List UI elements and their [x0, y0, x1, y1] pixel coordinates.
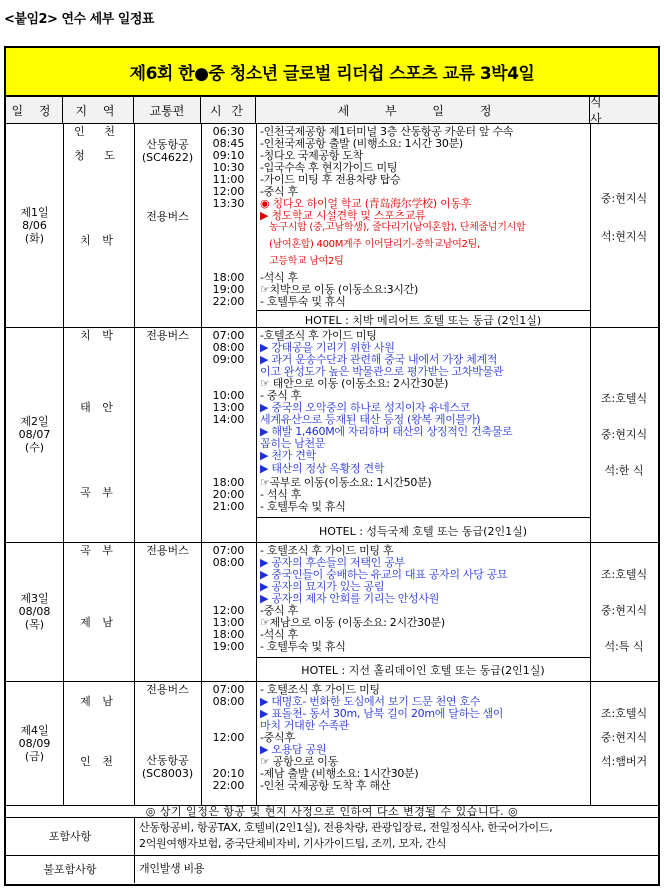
- day4-time: 22:00: [212, 779, 245, 792]
- day2-detail: 꼽히는 남천문: [260, 437, 326, 450]
- day2-detail: - 호텔투숙 및 휴식: [260, 500, 346, 513]
- day1-detail: -입국수속 후 현지가이드 미팅: [260, 161, 398, 174]
- day2-meal: 중:현지식: [600, 428, 648, 441]
- day1-time: 13:30: [212, 197, 245, 210]
- header-region: 지 역: [63, 97, 134, 123]
- day2-time: 20:00: [212, 488, 245, 501]
- day2-time: 13:00: [212, 401, 245, 414]
- excluded-label: 불포함사항: [43, 863, 97, 876]
- day2-region: 태 안: [80, 401, 117, 414]
- day2-region: 곡 부: [80, 486, 117, 499]
- included-text: 산동항공비, 항공TAX, 호텔비(2인1실), 전용차량, 관광입장료, 전일정식사, 한국어가이드,: [139, 821, 553, 834]
- day4-detail: -중식후: [260, 731, 295, 744]
- day2-detail: ▶ 태산의 정상 옥황정 견학: [260, 462, 385, 475]
- day1-time: 22:00: [212, 295, 245, 308]
- day2-detail: - 석식 후: [260, 488, 302, 501]
- day1-region: 청 도: [74, 149, 123, 162]
- schedule-note: ◎ 상기 일정은 항공 및 현지 사정으로 인하여 다소 변경될 수 있습니다. ◎: [145, 805, 519, 818]
- day4-time: 20:10: [212, 767, 245, 780]
- day4-time: 08:00: [212, 695, 245, 708]
- day1-time: 11:00: [212, 173, 245, 186]
- day3-meal: 석:특 식: [604, 640, 644, 653]
- day4-region: 인 천: [80, 755, 117, 768]
- header-detail: 세 부 일 정: [256, 97, 590, 123]
- day1-hotel: HOTEL : 치박 메리어트 호텔 또는 동급 (2인1실): [304, 314, 542, 327]
- day2-time: 18:00: [212, 476, 245, 489]
- day1-transport: 산동항공 (SC4622): [141, 138, 194, 164]
- day3-date: 제3일 08/08 (목): [18, 592, 51, 631]
- day3-detail: - 호텔투숙 및 휴식: [260, 640, 346, 653]
- day4-transport: 전용버스: [146, 683, 189, 696]
- day1-detail: 농구시합 (중,고남학생), 줄다리기(남여혼합), 단체줄넘기시합: [269, 222, 526, 233]
- day3-transport: 전용버스: [146, 544, 189, 557]
- day1-region: 인 천: [74, 125, 123, 138]
- day2-detail: ☞곡부로 이동(이동소요: 1시간50분): [260, 476, 432, 489]
- day4-detail: ☞ 공항으로 이동: [260, 755, 338, 768]
- day4-time: 12:00: [212, 731, 245, 744]
- day1-detail: - 호텔투숙 및 휴식: [260, 295, 346, 308]
- day4-detail: 마치 거대한 수족관: [260, 719, 350, 732]
- day2-detail: ▶ 강태공을 기리기 위한 사원: [260, 341, 395, 354]
- day2-transport: 전용버스: [146, 329, 189, 342]
- day3-region: 곡 부: [80, 544, 117, 557]
- day2-detail: ▶ 중국의 오악중의 하나로 성지이자 유네스코: [260, 401, 471, 414]
- day1-detail: ☞치박으로 이동 (이동소요:3시간): [260, 283, 418, 296]
- day4-date: 제4일 08/09 (금): [18, 723, 51, 763]
- day3-region: 제 남: [80, 616, 117, 629]
- day3-meal: 조:호텔식: [600, 568, 648, 581]
- header-transport: 교통편: [134, 97, 201, 123]
- day3-time: 13:00: [212, 616, 245, 629]
- day1-detail: 고등학교 남여2팀: [269, 256, 344, 267]
- day4-transport: 산동항공 (SC8003): [141, 754, 194, 780]
- included-text: 2억원여행자보험, 중국단체비자비, 기사가이드팁, 조끼, 모자, 간식: [139, 837, 447, 850]
- day1-detail: -중식 후: [260, 185, 298, 198]
- day4-time: 07:00: [212, 683, 245, 696]
- day1-time: 18:00: [212, 271, 245, 284]
- day2-time: 14:00: [212, 413, 245, 426]
- day4-meal: 중:현지식: [600, 731, 648, 744]
- day2-detail: ▶ 천가 견학: [260, 449, 316, 462]
- day1-time: 08:45: [212, 137, 245, 150]
- day2-meal: 조:호텔식: [600, 392, 648, 405]
- day2-time: 07:00: [212, 329, 245, 342]
- day4-detail: - 호텔조식 후 가이드 미팅: [260, 683, 380, 696]
- day3-detail: - 호텔조식 후 가이드 미팅 후: [260, 544, 394, 557]
- day2-region: 치 박: [80, 329, 117, 342]
- day4-meal: 조:호텔식: [600, 707, 648, 720]
- day1-region: 치 박: [80, 234, 117, 247]
- day1-detail: -인천국제공항 출발 (비행소요: 1시간 30분): [260, 137, 463, 150]
- day3-detail: ▶ 공자의 제자 안회를 기리는 안성사원: [260, 592, 440, 605]
- day1-detail: ◉ 칭다오 하이얼 학교 (青岛海尔学校) 이동후: [260, 197, 472, 210]
- page-title: 제6회 한●중 청소년 글로벌 리더쉽 스포츠 교류 3박4일: [129, 64, 535, 84]
- day2-detail: 세계유산으로 등재된 태산 등정 (왕복 케이블카): [260, 413, 481, 426]
- day1-time: 19:00: [212, 283, 245, 296]
- header-meal: 식 사: [590, 97, 658, 123]
- day3-time: 18:00: [212, 628, 245, 641]
- day2-date: 제2일 08/07 (수): [18, 415, 51, 454]
- day1-time: 12:00: [212, 185, 245, 198]
- day1-detail: -인천국제공항 제1터미널 3층 산동항공 카운터 앞 수속: [260, 125, 514, 138]
- header-time: 시 간: [201, 97, 256, 123]
- day2-time: 08:00: [212, 341, 245, 354]
- day3-detail: -석식 후: [260, 628, 298, 641]
- day4-detail: -제남 출발 (비행소요: 1시간30분): [260, 767, 419, 780]
- day2-time: 21:00: [212, 500, 245, 513]
- attachment-label: <붙임2> 연수 세부 일정표: [4, 12, 154, 27]
- day2-detail: 이고 완성도가 높은 박물관으로 평가받는 고차박물관: [260, 365, 504, 378]
- day4-detail: ▶ 표돌천- 동서 30m, 남북 길이 20m에 달하는 샘이: [260, 707, 504, 720]
- day1-detail: (남여혼합) 400M계주 이어달리기-중학교남여2팀,: [269, 239, 480, 250]
- day3-detail: ☞제남으로 이동 (이동소요: 2시간30분): [260, 616, 445, 629]
- day4-region: 제 남: [80, 695, 117, 708]
- included-label: 포함사항: [48, 830, 92, 843]
- day3-detail: -중식 후: [260, 604, 298, 617]
- day3-time: 12:00: [212, 604, 245, 617]
- day2-time: 09:00: [212, 353, 245, 366]
- schedule-table: [4, 96, 660, 886]
- day2-detail: ▶ 과거 운송수단과 관련해 중국 내에서 가장 체계적: [260, 353, 498, 366]
- day4-detail: ▶ 대명호- 번화한 도심에서 보기 드문 천연 호수: [260, 695, 481, 708]
- day3-hotel: HOTEL : 지선 홀리데이인 호텔 또는 동급(2인1실): [301, 664, 545, 677]
- day1-meal: 석:현지식: [600, 230, 648, 243]
- day4-detail: -인천 국제공항 도착 후 해산: [260, 779, 391, 792]
- day2-detail: - 중식 후: [260, 389, 302, 402]
- day3-meal: 중:현지식: [600, 604, 648, 617]
- day1-meal: 중:현지식: [600, 192, 648, 205]
- day1-detail: ▶ 청도학교 시설견학 및 스포츠교류: [260, 209, 426, 222]
- day2-detail: -호텔조식 후 가이드 미팅: [260, 329, 377, 342]
- day4-detail: ▶ 오용담 공원: [260, 743, 327, 756]
- day1-time: 06:30: [212, 125, 245, 138]
- day1-detail: -가이드 미팅 후 전용차량 탑승: [260, 173, 401, 186]
- day2-detail: ▶ 해발 1,460M에 자리하며 태산의 상징적인 건축물로: [260, 425, 513, 438]
- day4-meal: 석:햄버거: [600, 755, 648, 768]
- day1-detail: -칭다오 국제공항 도착: [260, 149, 363, 162]
- header-date: 일 정: [6, 97, 63, 123]
- day1-detail: -석식 후: [260, 271, 298, 284]
- day1-date: 제1일 8/06 (화): [20, 205, 49, 245]
- day2-hotel: HOTEL : 성득국제 호텔 또는 동급(2인1실): [318, 525, 527, 538]
- title-banner: [4, 46, 660, 96]
- day3-detail: ▶ 공자의 묘지가 있는 공림: [260, 580, 385, 593]
- day3-time: 19:00: [212, 640, 245, 653]
- day3-time: 07:00: [212, 544, 245, 557]
- day3-detail: ▶ 공자의 후손들의 저택인 공부: [260, 556, 405, 569]
- day1-time: 10:30: [212, 161, 245, 174]
- day3-detail: ▶ 중국인들이 숭배하는 유교의 대표 공자의 사당 공묘: [260, 568, 508, 581]
- day1-transport: 전용버스: [146, 210, 189, 223]
- excluded-text: 개인발생 비용: [139, 862, 205, 875]
- day2-meal: 석:한 식: [604, 464, 644, 477]
- day3-time: 08:00: [212, 556, 245, 569]
- day2-time: 10:00: [212, 389, 245, 402]
- day2-detail: ☞ 태안으로 이동 (이동소요: 2시간30분): [260, 377, 449, 390]
- day1-time: 09:10: [212, 149, 245, 162]
